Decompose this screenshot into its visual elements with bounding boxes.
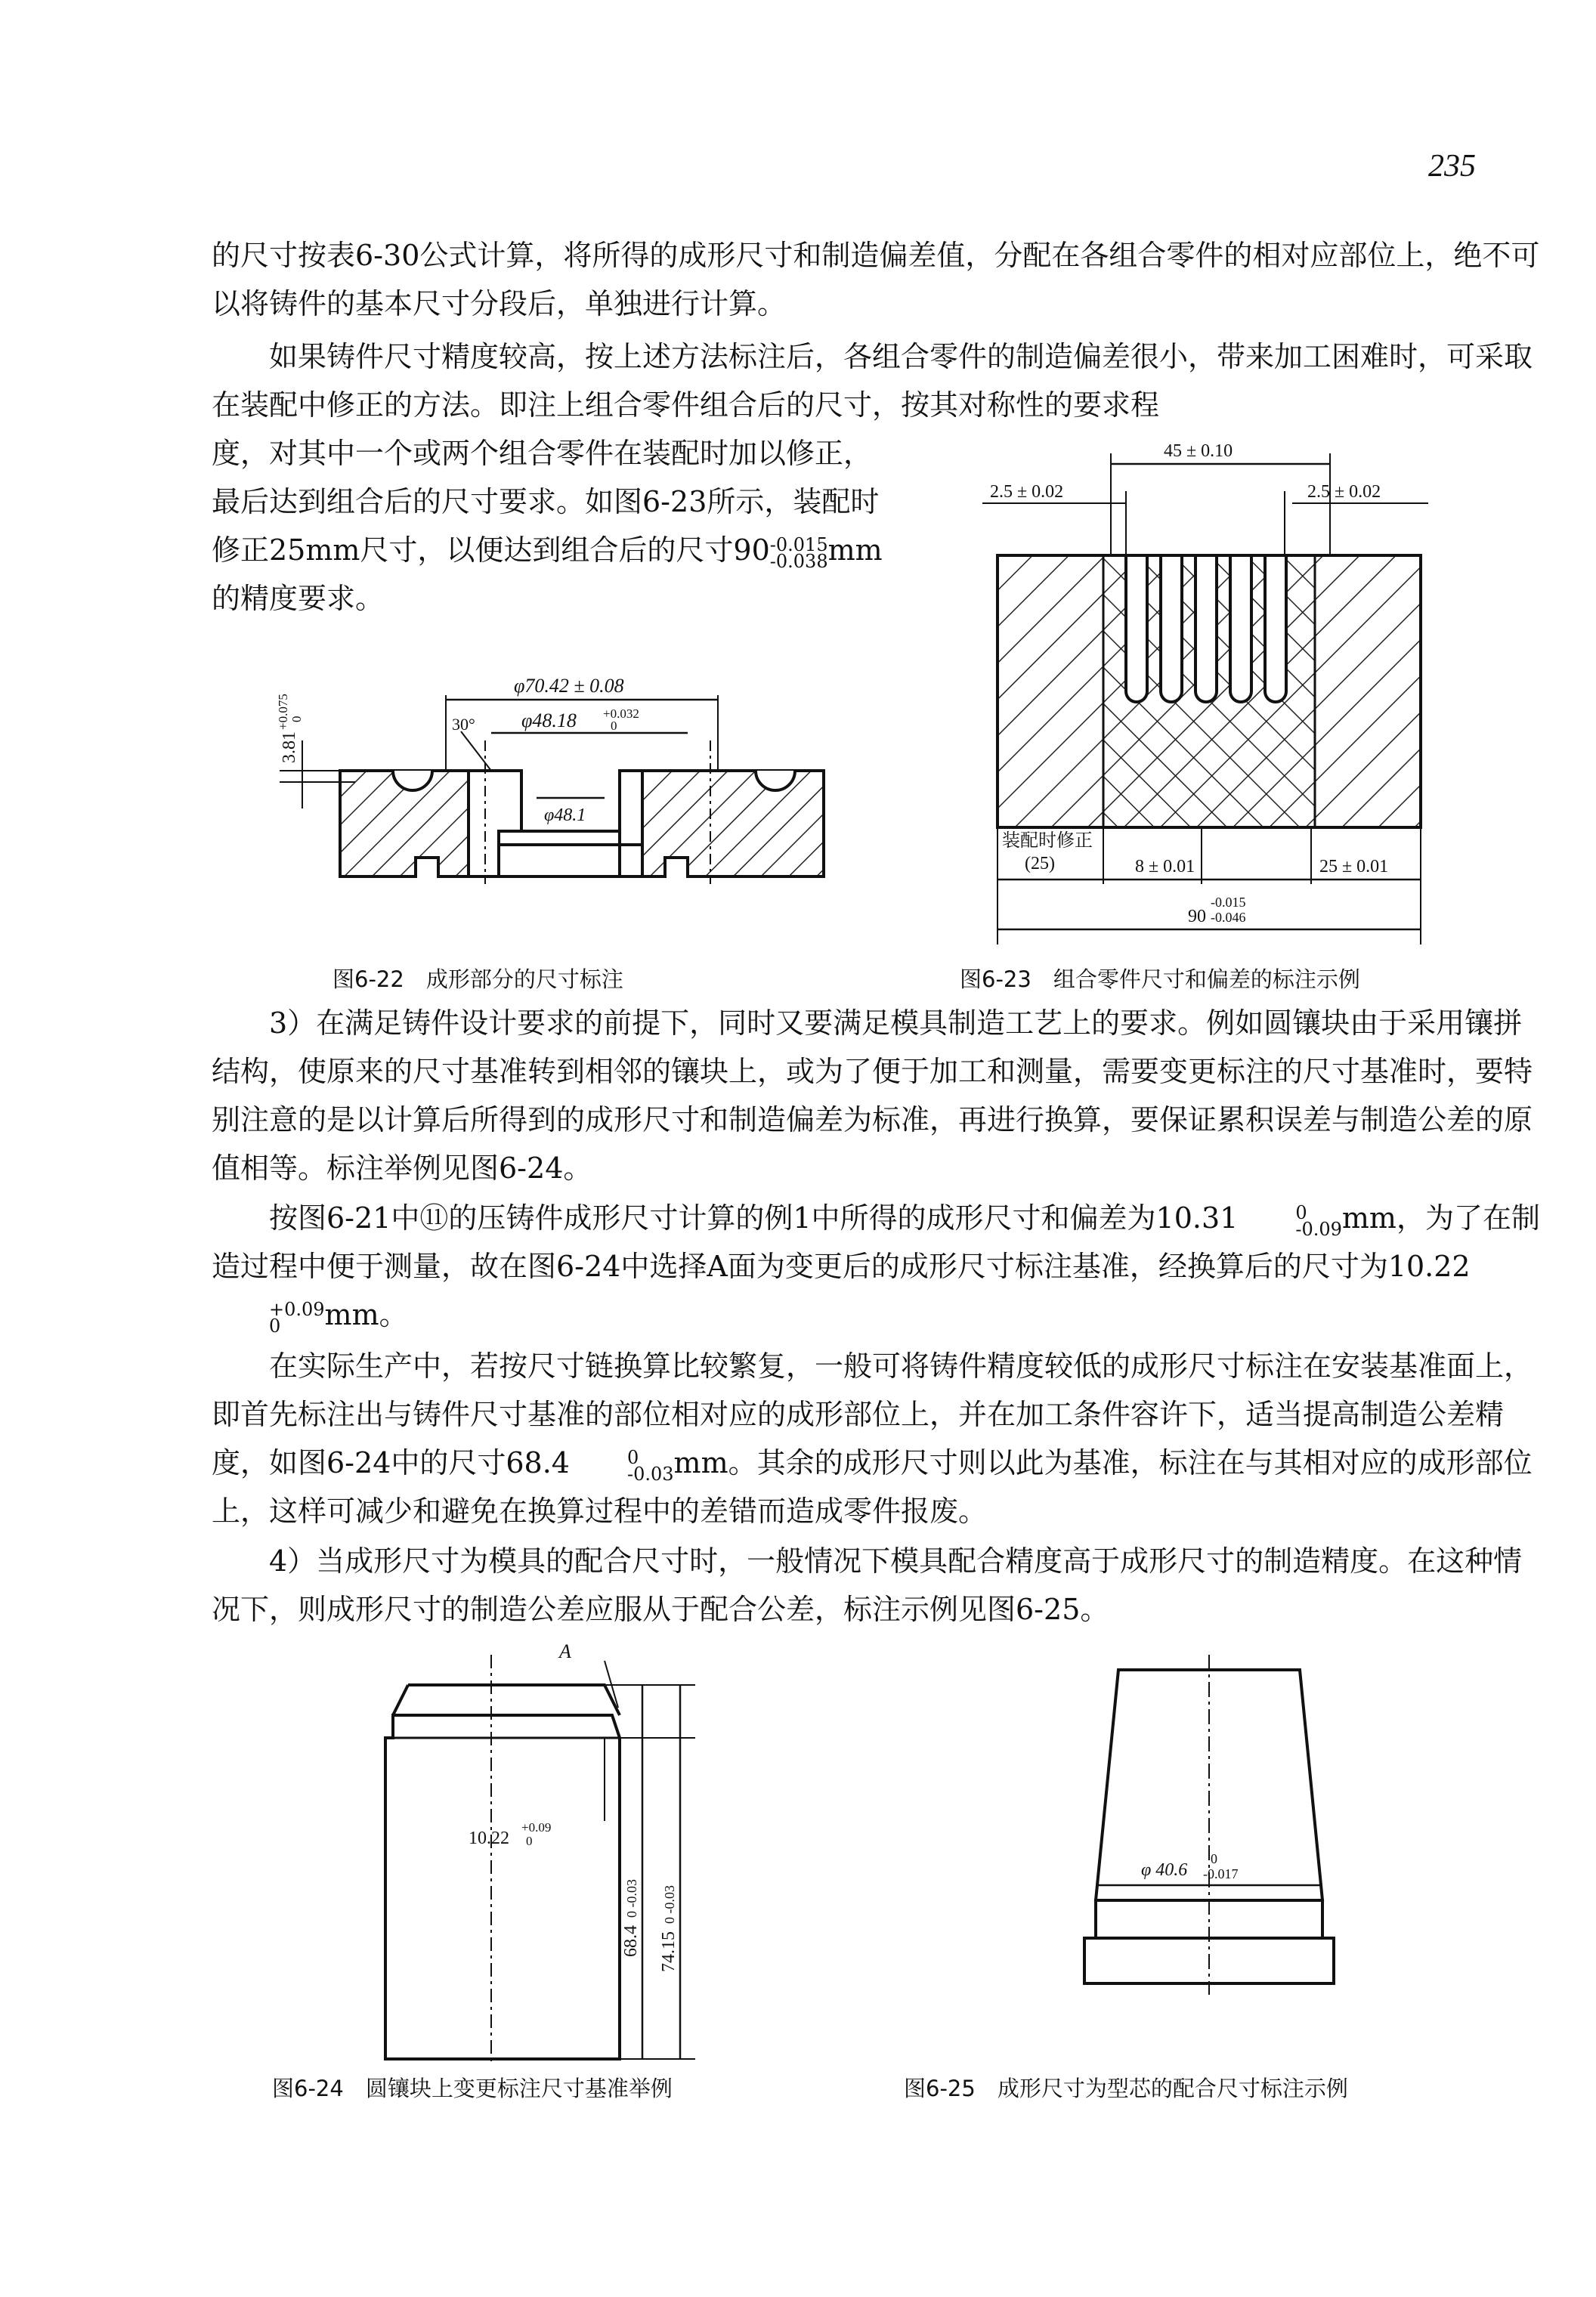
fig24-dim-74: 74.15 bbox=[659, 1931, 679, 1972]
paragraph-5a: 在实际生产中，若按尺寸链换算比较繁复，一般可将铸件精度较低的成形尺寸标注在安装基准面上，即首先标注出与铸件尺寸基准的部位相对应的成形部位上，并在加工条件容许下，适当提高制造公差精度，如图6-24中的尺寸68.4 bbox=[212, 1349, 1533, 1479]
paragraph-2a: 如果铸件尺寸精度较高，按上述方法标注后，各组合零件的制造偏差很小，带来加工困难时，可采取在装配中修正的方法。即注上组合零件组合后的尺寸，按其对称性的要求程 bbox=[212, 340, 1533, 422]
fig22-dim-bore: φ48.1 bbox=[544, 805, 586, 825]
page-number: 235 bbox=[1428, 149, 1476, 184]
fig23-dim-total-up: -0.015 bbox=[1211, 895, 1246, 910]
paragraph-2b bbox=[212, 429, 884, 623]
tolerance-lower: -0.038 bbox=[769, 550, 828, 572]
fig24-dim-10-low: 0 bbox=[526, 1834, 533, 1848]
fig23-dim-top: 45 ± 0.10 bbox=[1164, 441, 1233, 461]
fig24-dim-74-tol: 0 -0.03 bbox=[662, 1885, 677, 1924]
fig23-dim-25: 25 ± 0.01 bbox=[1319, 857, 1389, 876]
paragraph-4a: 按图6-21中⑪的压铸件成形尺寸计算的例1中所得的成形尺寸和偏差为10.31 bbox=[269, 1201, 1239, 1235]
tolerance-upper: 0 bbox=[626, 1446, 639, 1468]
tolerance-lower: -0.09 bbox=[1295, 1218, 1342, 1240]
paragraph-4c: mm。 bbox=[324, 1298, 408, 1331]
fig23-dim-total-low: -0.046 bbox=[1211, 910, 1246, 925]
fig22-height-low: 0 bbox=[289, 716, 304, 722]
figure-6-24-caption: 图6-24 圆镶块上变更标注尺寸基准举例 bbox=[272, 2076, 673, 2101]
figure-6-23-caption: 图6-23 组合零件尺寸和偏差的标注示例 bbox=[960, 966, 1360, 992]
tolerance-10-22 bbox=[212, 1298, 325, 1337]
fig24-dim-68-tol: 0 -0.03 bbox=[624, 1879, 639, 1918]
tolerance-68-4 bbox=[570, 1446, 674, 1485]
paragraph-1: 的尺寸按表6-30公式计算，将所得的成形尺寸和制造偏差值，分配在各组合零件的相对应部位上，绝不可以将铸件的基本尺寸分段后，单独进行计算。 bbox=[212, 239, 1540, 320]
fig24-dim-10: 10.22 bbox=[469, 1829, 509, 1848]
tolerance-upper: -0.015 bbox=[769, 533, 828, 555]
fig23-note-line2: (25) bbox=[1025, 854, 1055, 873]
fig24-dim-68: 68.4 bbox=[621, 1925, 641, 1957]
tolerance-upper: +0.09 bbox=[269, 1298, 325, 1320]
paragraph-2b-text: 度，对其中一个或两个组合零件在装配时加以修正，最后达到组合后的尺寸要求。如图6-23所示，装配时修正25mm尺寸，以便达到组合后的尺寸90 bbox=[212, 437, 880, 567]
fig22-height: 3.81 bbox=[280, 731, 299, 763]
fig23-note-line1: 装配时修正 bbox=[1002, 830, 1093, 851]
paragraph-5b: mm。其余的成形尺寸则以此为基准，标注在与其相对应的成形部位上，这样可减少和避免在换算过程中的差错而造成零件报废。 bbox=[212, 1446, 1533, 1528]
figure-6-22-caption: 图6-22 成形部分的尺寸标注 bbox=[332, 966, 623, 992]
tolerance-10-31 bbox=[1238, 1201, 1342, 1240]
fig24-dim-10-up: +0.09 bbox=[521, 1820, 552, 1835]
paragraph-3: 3）在满足铸件设计要求的前提下，同时又要满足模具制造工艺上的要求。例如圆镶块由于采用镶拼结构，使原来的尺寸基准转到相邻的镶块上，或为了便于加工和测量，需要变更标注的尺寸基准时，要特别注意的是以计算后所得到的成形尺寸和制造偏差为标准，再进行换算，要保证累积误差与制造公差的原值相等。标注举例见图6-24。 bbox=[212, 1006, 1533, 1185]
fig22-dim-inner: φ48.18 bbox=[521, 710, 577, 731]
fig22-dim-inner-up: +0.032 bbox=[603, 706, 639, 721]
fig25-dim: φ 40.6 bbox=[1141, 1860, 1188, 1880]
tolerance-lower: 0 bbox=[269, 1315, 281, 1337]
fig23-dim-left: 2.5 ± 0.02 bbox=[990, 482, 1064, 502]
fig22-height-up: +0.075 bbox=[276, 694, 290, 730]
figure-6-25-drawing bbox=[1081, 1655, 1353, 2063]
fig23-dim-total: 90 bbox=[1188, 907, 1206, 926]
fig22-angle: 30° bbox=[452, 715, 475, 734]
paragraph-6: 4）当成形尺寸为模具的配合尺寸时，一般情况下模具配合精度高于成形尺寸的制造精度。在这种情况下，则成形尺寸的制造公差应服从于配合公差，标注示例见图6-25。 bbox=[212, 1544, 1523, 1626]
tolerance-lower: -0.03 bbox=[626, 1463, 674, 1485]
fig25-dim-low: -0.017 bbox=[1203, 1866, 1239, 1881]
fig25-dim-up: 0 bbox=[1211, 1851, 1217, 1866]
figure-6-23-drawing bbox=[975, 431, 1443, 952]
figure-6-24-drawing bbox=[378, 1640, 756, 2070]
fig22-dim-outer: φ70.42 ± 0.08 bbox=[514, 675, 624, 697]
figure-6-22-drawing bbox=[264, 650, 869, 899]
paragraph-5 bbox=[212, 1342, 1542, 1535]
paragraph-4 bbox=[212, 1194, 1542, 1339]
tolerance-90 bbox=[769, 533, 828, 572]
fig22-dim-inner-low: 0 bbox=[611, 719, 617, 733]
fig23-dim-8: 8 ± 0.01 bbox=[1135, 857, 1195, 876]
fig23-dim-right: 2.5 ± 0.02 bbox=[1307, 482, 1381, 502]
paragraph-2b-end: mm的精度要求。 bbox=[212, 533, 883, 615]
tolerance-upper: 0 bbox=[1295, 1201, 1307, 1223]
figure-6-25-caption: 图6-25 成形尺寸为型芯的配合尺寸标注示例 bbox=[904, 2076, 1348, 2101]
fig24-label-a: A bbox=[559, 1640, 571, 1662]
paragraph-4b: mm，为了在制造过程中便于测量，故在图6-24中选择A面为变更后的成形尺寸标注基准，经换算后的尺寸为10.22 bbox=[212, 1201, 1540, 1283]
